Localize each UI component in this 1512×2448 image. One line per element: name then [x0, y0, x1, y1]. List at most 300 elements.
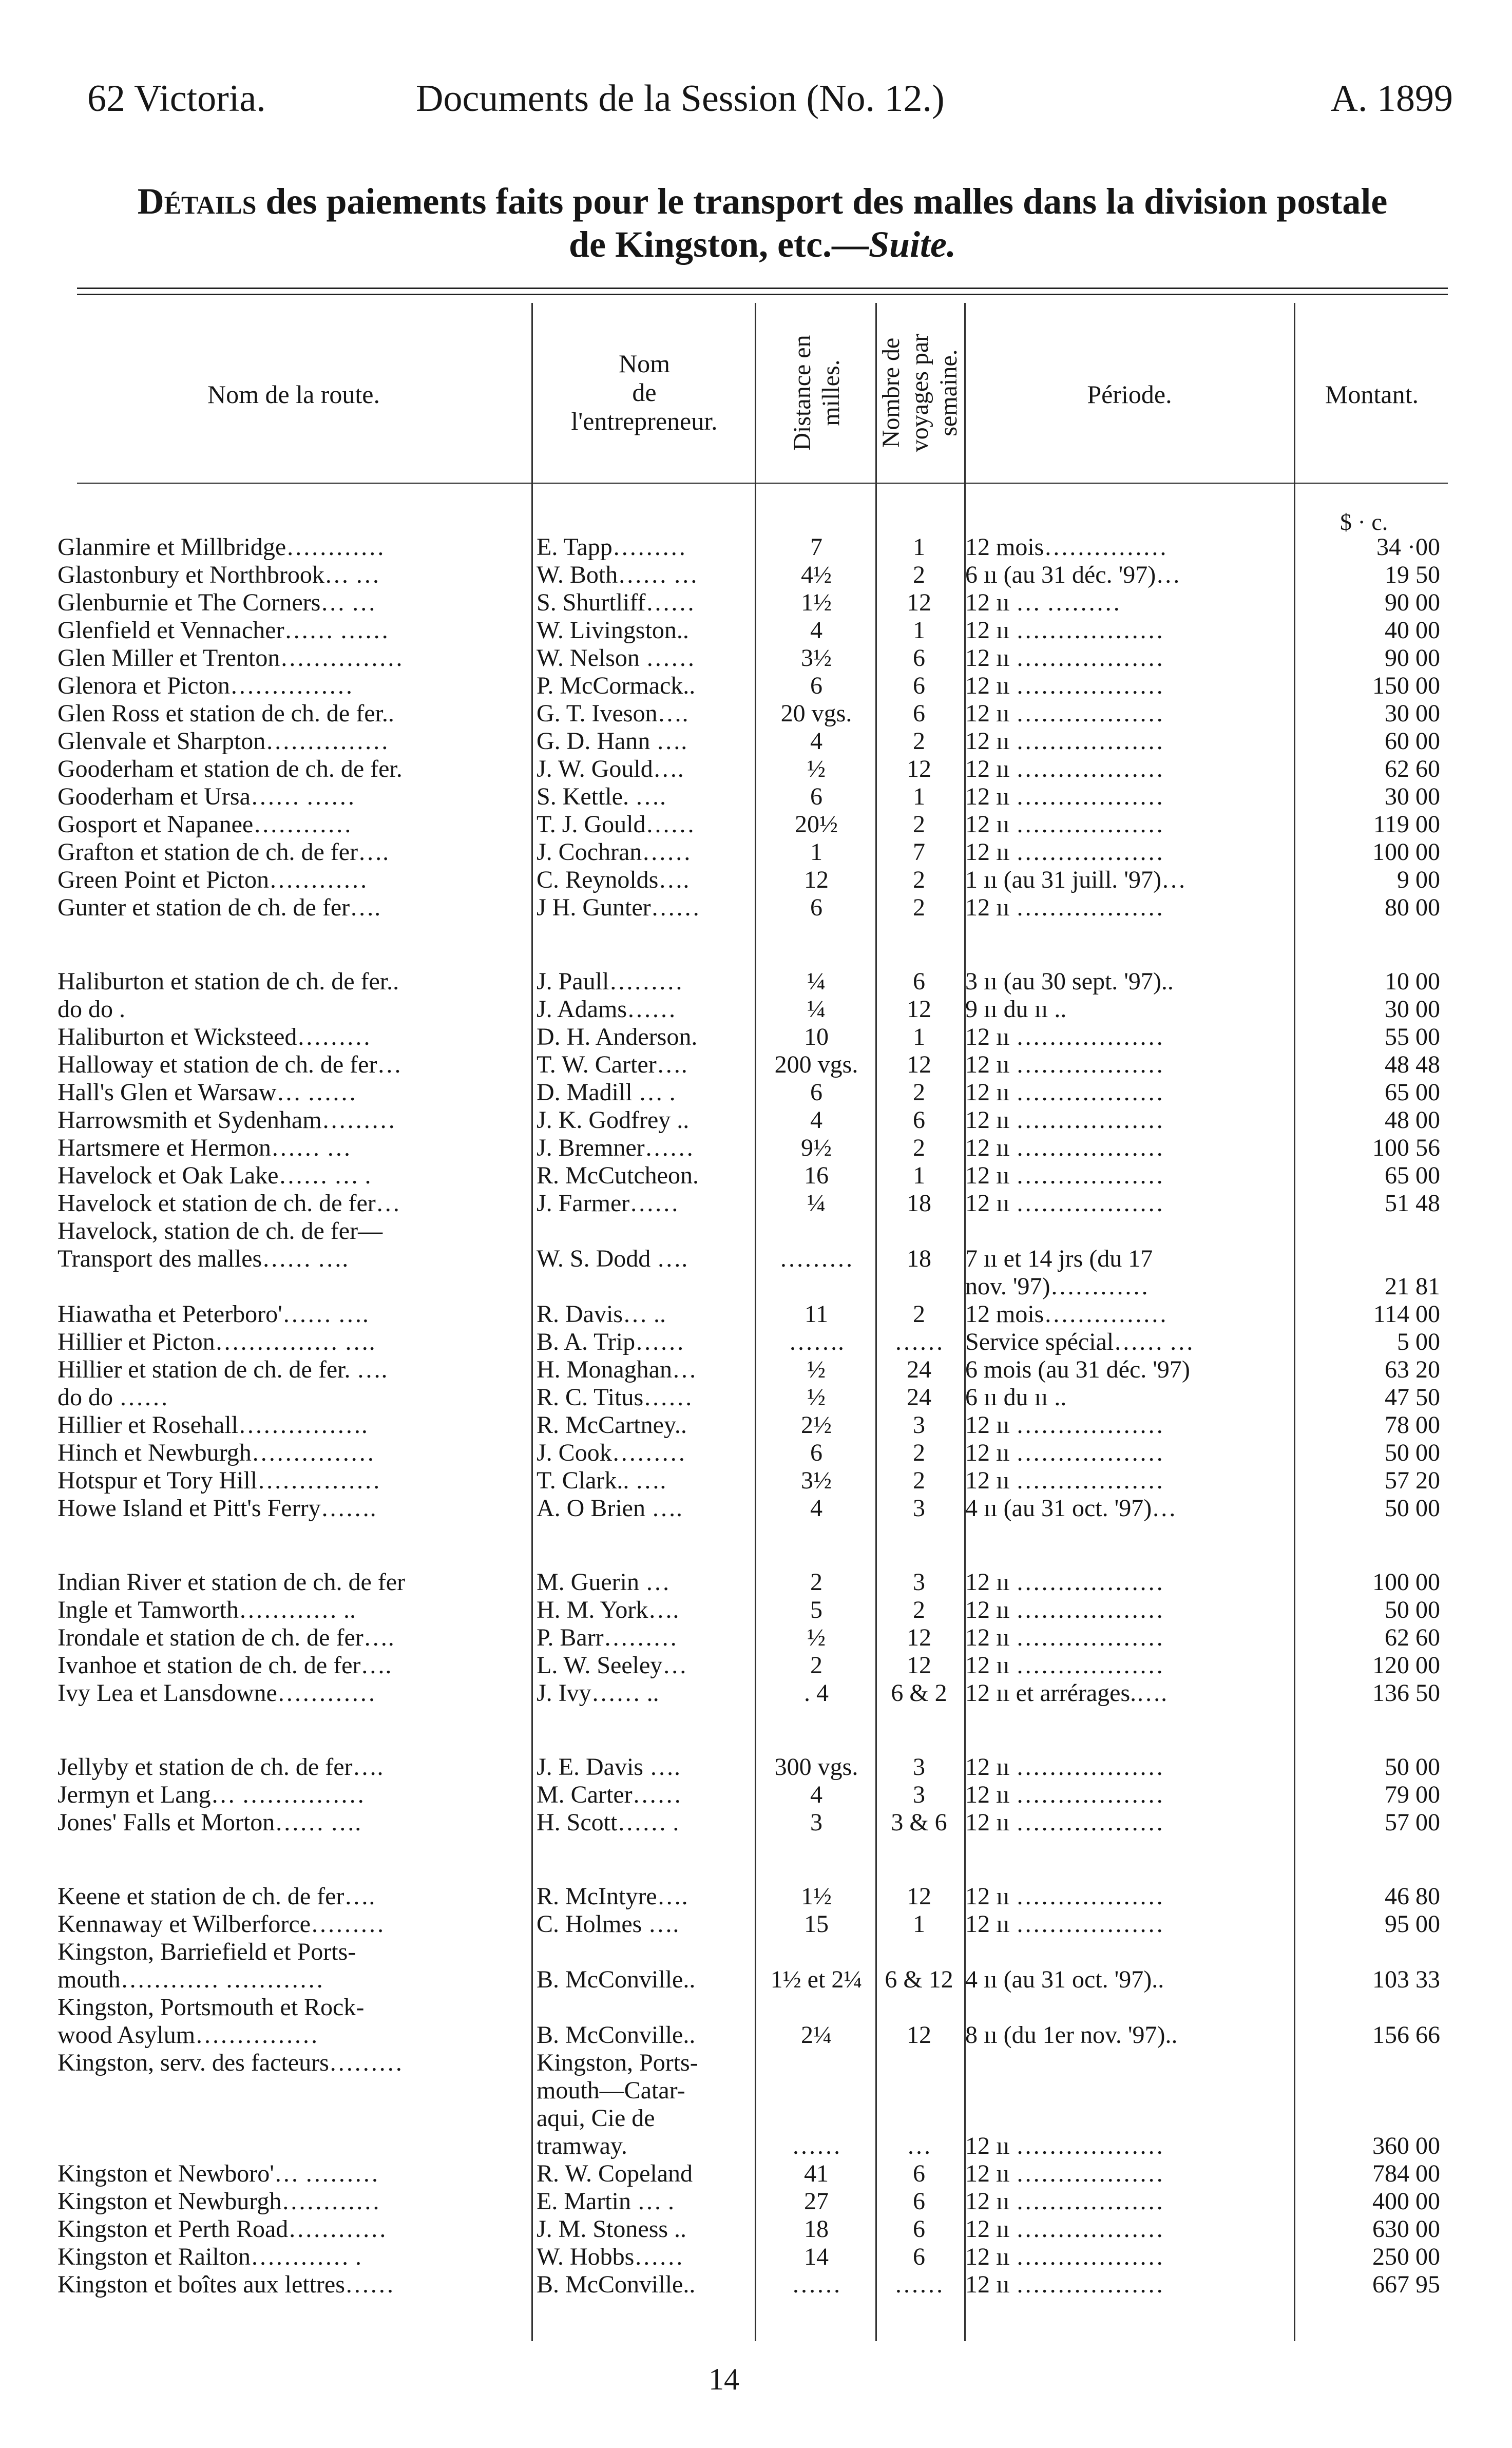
- running-head-right: A. 1899: [1330, 78, 1453, 120]
- route-name: Grafton et station de ch. de fer….: [58, 838, 389, 866]
- route-name: Glen Ross et station de ch. de fer..: [58, 700, 394, 727]
- distance-value: 3: [810, 1809, 822, 1836]
- distance-value: 1: [810, 838, 822, 866]
- contractor-name: J. E. Davis ….: [537, 1753, 680, 1781]
- voyages-value: 12: [907, 755, 931, 782]
- voyages-value: 24: [907, 1356, 931, 1383]
- voyages-value: 12: [907, 589, 931, 616]
- amount-value: 79 00: [1385, 1781, 1440, 1808]
- voyages-value: 18: [907, 1190, 931, 1217]
- period-value: Service spécial…… …: [965, 1328, 1194, 1355]
- route-name: Gooderham et station de ch. de fer.: [58, 755, 403, 782]
- route-name: Harrowsmith et Sydenham………: [58, 1106, 396, 1134]
- title-line-2-italic: Suite.: [868, 224, 956, 265]
- distance-value: 6: [810, 894, 822, 921]
- amount-value: 120 00: [1372, 1652, 1440, 1679]
- contractor-name: B. McConville..: [537, 2021, 696, 2049]
- period-value: 12 mois……………: [965, 533, 1168, 561]
- amount-value: 360 00: [1372, 2132, 1440, 2159]
- route-name: Irondale et station de ch. de fer….: [58, 1624, 394, 1651]
- contractor-name: M. Carter……: [537, 1781, 682, 1808]
- route-name: Kingston et Newboro'… ………: [58, 2160, 379, 2187]
- amount-value: 90 00: [1385, 644, 1440, 672]
- column-header-period: Période.: [1087, 380, 1172, 409]
- distance-value: 200 vgs.: [774, 1051, 858, 1078]
- contractor-name: P. Barr………: [537, 1624, 678, 1651]
- route-name: Jellyby et station de ch. de fer….: [58, 1753, 384, 1781]
- route-name: Jermyn et Lang… ……………: [58, 1781, 365, 1808]
- distance-value: 18: [804, 2215, 829, 2243]
- period-value: 4 ıı (au 31 oct. '97)..: [965, 1966, 1164, 1993]
- voyages-value: 1: [913, 1162, 925, 1189]
- voyages-value: 6: [913, 2160, 925, 2187]
- period-value: 12 ıı ………………: [965, 1910, 1164, 1938]
- route-name: Glenora et Picton……………: [58, 672, 353, 699]
- amount-value: 100 00: [1372, 838, 1440, 866]
- contractor-name: T. J. Gould……: [537, 811, 695, 838]
- distance-value: 4: [810, 1781, 822, 1808]
- contractor-name: E. Martin … .: [537, 2188, 674, 2215]
- contractor-name: G. D. Hann ….: [537, 728, 687, 755]
- route-name: Hinch et Newburgh……………: [58, 1439, 375, 1466]
- period-value: 12 ıı ………………: [965, 1652, 1164, 1679]
- route-name: Keene et station de ch. de fer….: [58, 1883, 375, 1910]
- voyages-value: 12: [907, 1624, 931, 1651]
- amount-value: 250 00: [1372, 2243, 1440, 2270]
- voyages-value: 2: [913, 1300, 925, 1328]
- voyages-value: 3: [913, 1495, 925, 1522]
- period-value: 4 ıı (au 31 oct. '97)…: [965, 1495, 1177, 1522]
- amount-value: 34 ·00: [1376, 533, 1440, 561]
- distance-value: 15: [804, 1910, 829, 1938]
- contractor-name: W. Livingston..: [537, 617, 689, 644]
- amount-value: 30 00: [1385, 700, 1440, 727]
- amount-value: 114 00: [1373, 1300, 1440, 1328]
- contractor-name: R. McCutcheon.: [537, 1162, 699, 1189]
- contractor-name: J. Cook………: [537, 1439, 686, 1466]
- voyages-value: 12: [907, 1652, 931, 1679]
- voyages-value: 12: [907, 996, 931, 1023]
- amount-value: 50 00: [1385, 1753, 1440, 1781]
- distance-value: 4: [810, 1495, 822, 1522]
- route-name: Kennaway et Wilberforce………: [58, 1910, 385, 1938]
- distance-value: 12: [804, 866, 829, 893]
- voyages-value: …: [907, 2132, 931, 2159]
- distance-value: 9½: [801, 1134, 832, 1161]
- voyages-value: 2: [913, 1079, 925, 1106]
- route-name: wood Asylum……………: [58, 2021, 319, 2049]
- distance-value: ½: [807, 1624, 826, 1651]
- period-value: 12 ıı ………………: [965, 2271, 1164, 2298]
- contractor-name: J. Ivy…… ..: [537, 1679, 659, 1707]
- voyages-value: 12: [907, 1883, 931, 1910]
- route-name: Gosport et Napanee…………: [58, 811, 352, 838]
- route-name: mouth………… …………: [58, 1966, 324, 1993]
- contractor-name: T. W. Carter….: [537, 1051, 687, 1078]
- contractor-name: C. Reynolds….: [537, 866, 690, 893]
- title-line-2-text: de Kingston, etc.—: [568, 224, 869, 265]
- voyages-value: 6: [913, 672, 925, 699]
- route-name: Kingston, Portsmouth et Rock-: [58, 1994, 365, 2021]
- distance-value: 20 vgs.: [780, 700, 852, 727]
- amount-value: 100 56: [1372, 1134, 1440, 1161]
- contractor-name: W. S. Dodd ….: [537, 1245, 688, 1272]
- contractor-name: mouth—Catar-: [537, 2077, 685, 2104]
- route-name: Kingston, serv. des facteurs………: [58, 2049, 403, 2076]
- voyages-value: 1: [913, 783, 925, 810]
- period-value: 12 ıı ………………: [965, 2160, 1164, 2187]
- amount-value: 19 50: [1385, 561, 1440, 588]
- amount-value: 630 00: [1372, 2215, 1440, 2243]
- amount-value: 400 00: [1372, 2188, 1440, 2215]
- route-name: Transport des malles…… ….: [58, 1245, 349, 1272]
- voyages-value: 6: [913, 700, 925, 727]
- amount-value: 60 00: [1385, 728, 1440, 755]
- contractor-name: A. O Brien ….: [537, 1495, 682, 1522]
- contractor-name: J. Adams……: [537, 996, 677, 1023]
- contractor-name: B. McConville..: [537, 2271, 696, 2298]
- amount-value: 156 66: [1372, 2021, 1440, 2049]
- amount-value: 136 50: [1372, 1679, 1440, 1707]
- route-name: Jones' Falls et Morton…… ….: [58, 1809, 361, 1836]
- period-value: 6 ıı (au 31 déc. '97)…: [965, 561, 1181, 588]
- distance-value: 6: [810, 783, 822, 810]
- route-name: Havelock et station de ch. de fer…: [58, 1190, 400, 1217]
- amount-value: 667 95: [1372, 2271, 1440, 2298]
- distance-value: 14: [804, 2243, 829, 2270]
- column-header-amount: Montant.: [1325, 380, 1419, 409]
- distance-value: ½: [807, 1384, 826, 1411]
- amount-value: 62 60: [1385, 755, 1440, 782]
- amount-value: 10 00: [1385, 968, 1440, 995]
- distance-value: ½: [807, 1356, 826, 1383]
- distance-value: 300 vgs.: [774, 1753, 858, 1781]
- amount-value: 62 60: [1385, 1624, 1440, 1651]
- period-value: 1 ıı (au 31 juill. '97)…: [965, 866, 1186, 893]
- voyages-value: ……: [894, 2271, 944, 2298]
- voyages-value: 6: [913, 968, 925, 995]
- distance-value: 3½: [801, 1467, 832, 1494]
- period-value: 3 ıı (au 30 sept. '97)..: [965, 968, 1174, 995]
- voyages-value: 2: [913, 866, 925, 893]
- route-name: Hillier et Picton…………… ….: [58, 1328, 375, 1355]
- voyages-value: 2: [913, 811, 925, 838]
- route-name: Gunter et station de ch. de fer….: [58, 894, 381, 921]
- period-value: 7 ıı et 14 jrs (du 17: [965, 1245, 1153, 1272]
- period-value: 12 ıı ………………: [965, 1134, 1164, 1161]
- distance-value: 4: [810, 617, 822, 644]
- voyages-value: 6 & 2: [891, 1679, 947, 1707]
- amount-value: 119 00: [1373, 811, 1440, 838]
- period-value: 12 ıı ………………: [965, 755, 1164, 782]
- contractor-name: H. Monaghan…: [537, 1356, 697, 1383]
- amount-value: 78 00: [1385, 1411, 1440, 1439]
- period-value: 12 ıı et arrérages.….: [965, 1679, 1168, 1707]
- voyages-value: 6: [913, 2243, 925, 2270]
- contractor-name: J. Farmer……: [537, 1190, 679, 1217]
- column-header-contractor: Nom de l'entrepreneur.: [571, 349, 718, 435]
- distance-value: 16: [804, 1162, 829, 1189]
- route-name: Glenfield et Vennacher…… ……: [58, 617, 389, 644]
- contractor-name: S. Kettle. ….: [537, 783, 666, 810]
- contractor-name: J. Paull………: [537, 968, 683, 995]
- distance-value: 1½: [801, 1883, 832, 1910]
- contractor-name: J. Bremner……: [537, 1134, 694, 1161]
- amount-value: 65 00: [1385, 1079, 1440, 1106]
- amount-value: 103 33: [1372, 1966, 1440, 1993]
- period-value: 12 ıı ………………: [965, 1753, 1164, 1781]
- voyages-value: 2: [913, 1439, 925, 1466]
- voyages-value: 1: [913, 1023, 925, 1050]
- voyages-value: 12: [907, 1051, 931, 1078]
- distance-value: 2: [810, 1569, 822, 1596]
- distance-value: ………: [779, 1245, 853, 1272]
- contractor-name: W. Hobbs……: [537, 2243, 684, 2270]
- contractor-name: J. Cochran……: [537, 838, 692, 866]
- contractor-name: B. McConville..: [537, 1966, 696, 1993]
- distance-value: ……: [792, 2271, 841, 2298]
- period-value: 12 ıı ………………: [965, 1883, 1164, 1910]
- route-name: do do .: [58, 996, 125, 1023]
- amount-value: 47 50: [1385, 1384, 1440, 1411]
- amount-value: 57 20: [1385, 1467, 1440, 1494]
- voyages-value: 24: [907, 1384, 931, 1411]
- period-value: 12 mois……………: [965, 1300, 1168, 1328]
- route-name: Howe Island et Pitt's Ferry…….: [58, 1495, 376, 1522]
- voyages-value: 6: [913, 1106, 925, 1134]
- route-name: Kingston et boîtes aux lettres……: [58, 2271, 394, 2298]
- period-value: 12 ıı ………………: [965, 2243, 1164, 2270]
- route-name: Kingston et Railton………… .: [58, 2243, 361, 2270]
- amount-value: 30 00: [1385, 996, 1440, 1023]
- page-number: 14: [709, 2362, 739, 2396]
- period-value: 12 ıı ………………: [965, 1023, 1164, 1050]
- amount-value: 48 00: [1385, 1106, 1440, 1134]
- contractor-name: L. W. Seeley…: [537, 1652, 687, 1679]
- route-name: Kingston, Barriefield et Ports-: [58, 1938, 356, 1965]
- period-value: 12 ıı ………………: [965, 700, 1164, 727]
- distance-value: 10: [804, 1023, 829, 1050]
- amount-value: 21 81: [1385, 1273, 1440, 1300]
- voyages-value: 2: [913, 561, 925, 588]
- contractor-name: R. W. Copeland: [537, 2160, 693, 2187]
- amount-value: 50 00: [1385, 1439, 1440, 1466]
- contractor-name: W. Both…… …: [537, 561, 698, 588]
- column-header-route: Nom de la route.: [207, 380, 380, 409]
- amount-value: 51 48: [1385, 1190, 1440, 1217]
- route-name: Ivy Lea et Lansdowne…………: [58, 1679, 376, 1707]
- voyages-value: 7: [913, 838, 925, 866]
- distance-value: 2½: [801, 1411, 832, 1439]
- amount-value: 30 00: [1385, 783, 1440, 810]
- contractor-name: D. Madill … .: [537, 1079, 676, 1106]
- amount-value: 46 80: [1385, 1883, 1440, 1910]
- voyages-value: 6: [913, 644, 925, 672]
- distance-value: ……: [792, 2132, 841, 2159]
- route-name: do do ……: [58, 1384, 168, 1411]
- voyages-value: 1: [913, 1910, 925, 1938]
- period-value: 12 ıı ………………: [965, 894, 1164, 921]
- voyages-value: 1: [913, 617, 925, 644]
- amount-units: $ · c.: [1340, 509, 1388, 535]
- distance-value: 3½: [801, 644, 832, 672]
- voyages-value: 2: [913, 894, 925, 921]
- contractor-name: J. M. Stoness ..: [537, 2215, 687, 2243]
- route-name: Havelock et Oak Lake…… … .: [58, 1162, 371, 1189]
- distance-value: 6: [810, 672, 822, 699]
- route-name: Green Point et Picton…………: [58, 866, 368, 893]
- voyages-value: 3: [913, 1411, 925, 1439]
- route-name: Hiawatha et Peterboro'…… ….: [58, 1300, 369, 1328]
- route-name: Haliburton et station de ch. de fer..: [58, 968, 399, 995]
- period-value: 9 ıı du ıı ..: [965, 996, 1067, 1023]
- amount-value: 50 00: [1385, 1495, 1440, 1522]
- period-value: 12 ıı ………………: [965, 1596, 1164, 1623]
- distance-value: 4: [810, 1106, 822, 1134]
- route-name: Indian River et station de ch. de fer: [58, 1569, 406, 1596]
- contractor-name: J H. Gunter……: [537, 894, 700, 921]
- distance-value: 1½ et 2¼: [770, 1966, 863, 1993]
- route-name: Kingston et Perth Road…………: [58, 2215, 387, 2243]
- period-value: 12 ıı ………………: [965, 2132, 1164, 2159]
- contractor-name: Kingston, Ports-: [537, 2049, 698, 2076]
- voyages-value: 12: [907, 2021, 931, 2049]
- period-value: 12 ıı ………………: [965, 1781, 1164, 1808]
- period-value: 12 ıı ………………: [965, 1411, 1164, 1439]
- period-value: 12 ıı ………………: [965, 783, 1164, 810]
- route-name: Glenvale et Sharpton……………: [58, 728, 389, 755]
- period-value: 12 ıı ………………: [965, 1467, 1164, 1494]
- amount-value: 63 20: [1385, 1356, 1440, 1383]
- voyages-value: 2: [913, 728, 925, 755]
- period-value: 12 ıı ………………: [965, 838, 1164, 866]
- period-value: 6 mois (au 31 déc. '97): [965, 1356, 1190, 1383]
- voyages-value: 6 & 12: [885, 1966, 953, 1993]
- amount-value: 65 00: [1385, 1162, 1440, 1189]
- period-value: 12 ıı ………………: [965, 1190, 1164, 1217]
- period-value: 12 ıı ………………: [965, 728, 1164, 755]
- distance-value: 5: [810, 1596, 822, 1623]
- period-value: 12 ıı ………………: [965, 1439, 1164, 1466]
- distance-value: 11: [804, 1300, 829, 1328]
- contractor-name: H. Scott…… .: [537, 1809, 679, 1836]
- amount-value: 48 48: [1385, 1051, 1440, 1078]
- period-value: 12 ıı ………………: [965, 1809, 1164, 1836]
- distance-value: ¼: [807, 996, 826, 1023]
- period-value: 12 ıı ………………: [965, 1162, 1164, 1189]
- voyages-value: 2: [913, 1134, 925, 1161]
- distance-value: 4: [810, 728, 822, 755]
- period-value: 12 ıı ………………: [965, 1624, 1164, 1651]
- period-value: 12 ıı ………………: [965, 644, 1164, 672]
- contractor-name: aqui, Cie de: [537, 2105, 655, 2132]
- distance-value: ¼: [807, 1190, 826, 1217]
- route-name: Hillier et station de ch. de fer. ….: [58, 1356, 388, 1383]
- route-name: Glanmire et Millbridge…………: [58, 533, 385, 561]
- running-head-left: 62 Victoria.: [87, 78, 266, 120]
- amount-value: 95 00: [1385, 1910, 1440, 1938]
- title-rest: des paiements faits pour le transport des malles dans la division postale: [256, 181, 1388, 222]
- contractor-name: C. Holmes ….: [537, 1910, 679, 1938]
- voyages-value: 3: [913, 1569, 925, 1596]
- route-name: Glastonbury et Northbrook… …: [58, 561, 380, 588]
- route-name: Glen Miller et Trenton……………: [58, 644, 404, 672]
- contractor-name: P. McCormack..: [537, 672, 696, 699]
- distance-value: 1½: [801, 589, 832, 616]
- distance-value: 7: [810, 533, 822, 561]
- distance-value: 4½: [801, 561, 832, 588]
- route-name: Halloway et station de ch. de fer…: [58, 1051, 402, 1078]
- period-value: 6 ıı du ıı ..: [965, 1384, 1067, 1411]
- route-name: Gooderham et Ursa…… ……: [58, 783, 355, 810]
- amount-value: 50 00: [1385, 1596, 1440, 1623]
- period-value: 12 ıı ………………: [965, 1051, 1164, 1078]
- contractor-name: J. K. Godfrey ..: [537, 1106, 690, 1134]
- distance-value: 41: [804, 2160, 829, 2187]
- amount-value: 100 00: [1372, 1569, 1440, 1596]
- voyages-value: 6: [913, 2188, 925, 2215]
- amount-value: 9 00: [1397, 866, 1440, 893]
- period-value: 12 ıı ………………: [965, 1079, 1164, 1106]
- contractor-name: D. H. Anderson.: [537, 1023, 698, 1050]
- route-name: Kingston et Newburgh…………: [58, 2188, 380, 2215]
- voyages-value: 18: [907, 1245, 931, 1272]
- route-name: Ingle et Tamworth………… ..: [58, 1596, 356, 1623]
- voyages-value: 3 & 6: [891, 1809, 947, 1836]
- voyages-value: 6: [913, 2215, 925, 2243]
- amount-value: 40 00: [1385, 617, 1440, 644]
- contractor-name: R. McIntyre….: [537, 1883, 688, 1910]
- period-value: 12 ıı … ………: [965, 589, 1121, 616]
- distance-value: …….: [789, 1328, 844, 1355]
- period-value: 8 ıı (du 1er nov. '97)..: [965, 2021, 1178, 2049]
- voyages-value: 1: [913, 533, 925, 561]
- route-name: Hillier et Rosehall…………….: [58, 1411, 368, 1439]
- distance-value: 6: [810, 1439, 822, 1466]
- route-name: Haliburton et Wicksteed………: [58, 1023, 371, 1050]
- contractor-name: T. Clark.. ….: [537, 1467, 666, 1494]
- voyages-value: 3: [913, 1781, 925, 1808]
- period-value: 12 ıı ………………: [965, 2188, 1164, 2215]
- distance-value: 2: [810, 1652, 822, 1679]
- route-name: Hall's Glen et Warsaw… ……: [58, 1079, 357, 1106]
- period-value: 12 ıı ………………: [965, 617, 1164, 644]
- distance-value: . 4: [804, 1679, 829, 1707]
- contractor-name: B. A. Trip……: [537, 1328, 685, 1355]
- period-value: nov. '97)…………: [965, 1273, 1149, 1300]
- route-name: Hartsmere et Hermon…… …: [58, 1134, 351, 1161]
- distance-value: ½: [807, 755, 826, 782]
- contractor-name: R. McCartney..: [537, 1411, 687, 1439]
- amount-value: 57 00: [1385, 1809, 1440, 1836]
- amount-value: 150 00: [1372, 672, 1440, 699]
- contractor-name: tramway.: [537, 2132, 627, 2159]
- voyages-value: 2: [913, 1596, 925, 1623]
- period-value: 12 ıı ………………: [965, 811, 1164, 838]
- distance-value: ¼: [807, 968, 826, 995]
- route-name: Ivanhoe et station de ch. de fer….: [58, 1652, 392, 1679]
- amount-value: 5 00: [1397, 1328, 1440, 1355]
- period-value: 12 ıı ………………: [965, 1106, 1164, 1134]
- distance-value: 27: [804, 2188, 829, 2215]
- running-head-center: Documents de la Session (No. 12.): [416, 78, 945, 120]
- amount-value: 80 00: [1385, 894, 1440, 921]
- title-first-word: Détails: [137, 181, 257, 222]
- route-name: Havelock, station de ch. de fer—: [58, 1217, 383, 1245]
- voyages-value: ……: [894, 1328, 944, 1355]
- column-header-voyages: Nombre de voyages par semaine.: [877, 333, 962, 452]
- distance-value: 20½: [795, 811, 838, 838]
